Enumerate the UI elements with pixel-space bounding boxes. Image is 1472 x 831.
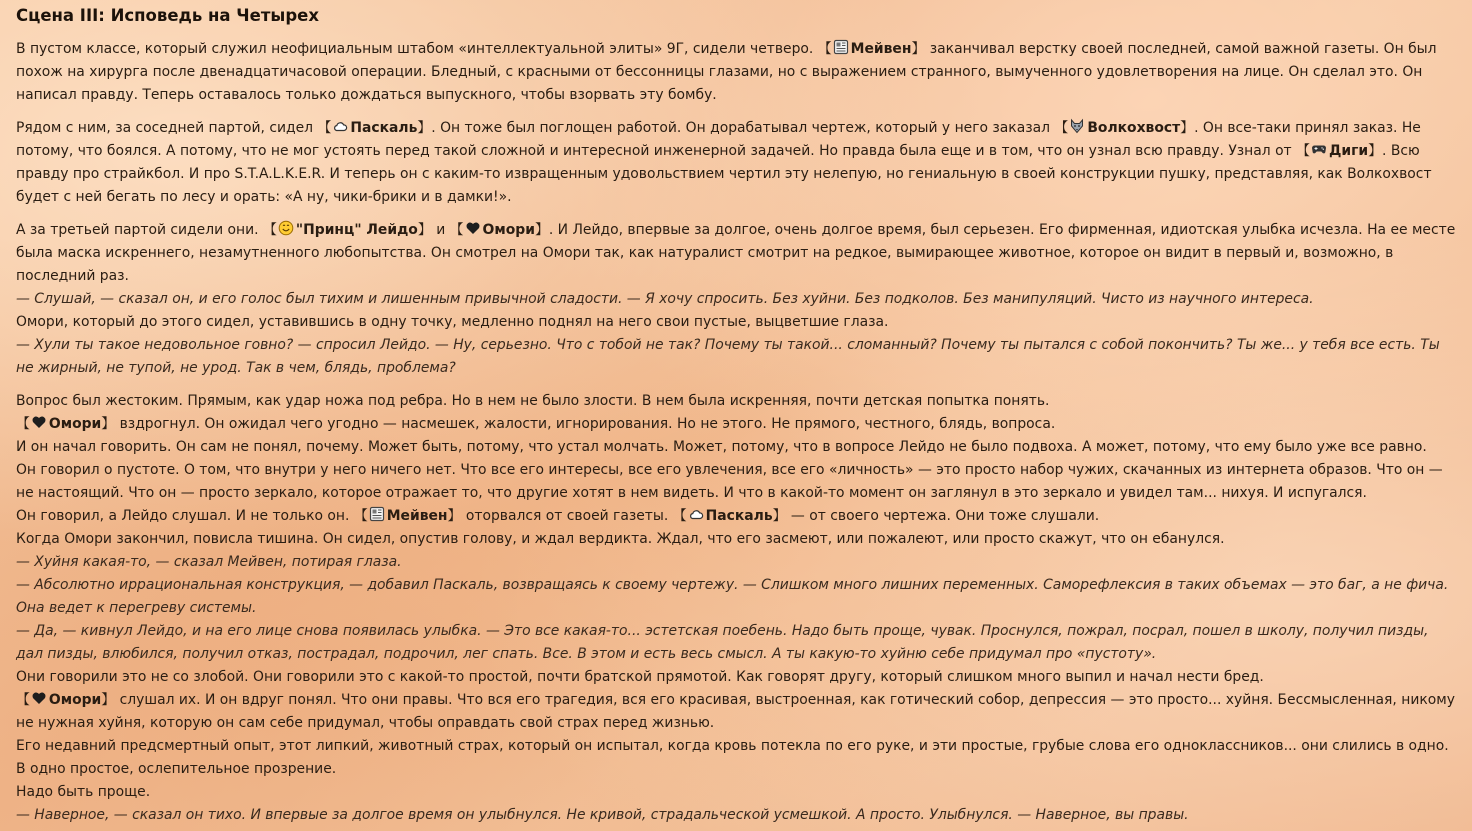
text-segment: оторвался от своей газеты. <box>461 508 669 524</box>
text-segment: вздрогнул. Он ожидал чего угодно — насмешек, жалости, игнорирования. Но не этого. Не прямого, честного, блядь, вопроса. <box>115 416 1056 432</box>
narration-line: И он начал говорить. Он сам не понял, почему. Может быть, потому, что устал молчать. Может, потому, что в вопросе Лейдо не было подвоха. А может, потому, что ему было уже все равно. <box>16 439 1427 455</box>
char-name: Омори <box>48 416 102 432</box>
text-segment: Рядом с ним, за соседней партой, сидел <box>16 120 314 136</box>
char-tag-omori: 【 Омори】 <box>16 416 116 432</box>
dialogue-line: — Слушай, — сказал он, и его голос был тихим и лишенным привычной сладости. — Я хочу спросить. Без хуйни. Без подколов. Без манипуляций. Чисто из научного интереса. <box>16 291 1314 307</box>
char-tag-paskal: 【 Паскаль】 <box>672 508 787 524</box>
text-segment: . Он все-таки принял заказ. Не потому, что боялся. А потому, что не мог устоять перед такой сложной и интересной инженерной задачей. Но правда была еще и в том, что он узнал всю правду. Узнал от <box>16 120 1421 159</box>
narration-line: Его недавний предсмертный опыт, этот липкий, животный страх, который он испытал, когда кровь потекла по его руке, и эти простые, грубые слова его одноклассников... они слились в одно. В одно простое, ослепительное прозрение. <box>16 738 1449 777</box>
dialogue-line: — Абсолютно иррациональная конструкция, — добавил Паскаль, возвращаясь к своему чертежу. — Слишком много лишних переменных. Саморефлексия в таких объемах — это баг, а не фича. Она ведет к перегреву системы. <box>16 577 1449 616</box>
paragraph-leido-omori <box>16 219 1456 288</box>
smiley-icon <box>278 220 294 236</box>
char-name: Паскаль <box>350 120 418 136</box>
char-name: "Принц" Лейдо <box>295 222 418 238</box>
narration-line <box>16 413 1456 436</box>
newspaper-icon <box>369 506 385 522</box>
char-tag-maiven: 【 Мейвен】 <box>353 508 462 524</box>
text-segment: . И Лейдо, впервые за долгое, очень долгое время, был серьезен. Его фирменная, идиотская улыбка исчезла. На ее месте была маска искреннего, незамутненного любопытства. Он смотрел на Омори так, как натуралист смотрит на редкое, вымирающее животное, которое он видит в первый и, возможно, в последний раз. <box>16 222 1456 284</box>
text-segment: Он говорил, а Лейдо слушал. И не только он. <box>16 508 350 524</box>
char-tag-digi: 【 Диги】 <box>1296 143 1382 159</box>
char-tag-paskal: 【 Паскаль】 <box>317 120 432 136</box>
black-heart-icon <box>465 220 481 236</box>
black-heart-icon <box>31 690 47 706</box>
narration-line: Они говорили это не со злобой. Они говорили это с какой-то простой, почти братской прямотой. Как говорят другу, который слишком много выпил и начал нести бред. <box>16 669 1264 685</box>
char-tag-maiven: 【 Мейвен】 <box>817 41 926 57</box>
char-name: Омори <box>48 692 102 708</box>
text-segment: А за третьей партой сидели они. <box>16 222 259 238</box>
char-tag-omori: 【 Омори】 <box>16 692 116 708</box>
text-segment: слушал их. И он вдруг понял. Что они правы. Что вся его трагедия, вся его красивая, выстроенная, как готический собор, депрессия — это просто... хуйня. Бессмысленная, никому не нужная хуйня, которую он сам себе придумал, чтобы оправдать свой страх перед жизнью. <box>16 692 1455 731</box>
text-segment: и <box>436 222 446 238</box>
text-segment: заканчивал верстку своей последней, самой важной газеты. Он был похож на хирурга после двенадцатичасовой операции. Бледный, с красными от бессонницы глазами, но с выражением странного, вымученного удовлетворения на лице. Он сделал это. Он написал правду. Теперь оставалось только дождаться выпускного, чтобы взорвать эту бомбу. <box>16 41 1437 103</box>
char-tag-omori: 【 Омори】 <box>449 222 549 238</box>
paragraph-intro <box>16 38 1456 107</box>
char-name: Паскаль <box>705 508 773 524</box>
text-segment: В пустом классе, который служил неофициальным штабом «интеллектуальной элиты» 9Г, сидели четверо. <box>16 41 814 57</box>
newspaper-icon <box>833 39 849 55</box>
char-name: Омори <box>482 222 535 238</box>
char-name: Мейвен <box>386 508 448 524</box>
cloud-icon <box>332 118 348 134</box>
narration-line: Когда Омори закончил, повисла тишина. Он сидел, опустив голову, и ждал вердикта. Ждал, что его засмеют, или пожалеют, или просто скажут, что он ебанулся. <box>16 531 1225 547</box>
text-segment: . Всю правду про страйкбол. И про S.T.A.L.K.E.R. И теперь он с каким-то извращенным удовольствием чертил эту нелепую, но гениальную в своей конструкции пушку, представляя, как Волкохвост будет с ней бегать по лесу и орать: «А ну, чики-брики и в дамки!». <box>16 143 1432 205</box>
paragraph-paskal <box>16 117 1456 209</box>
char-name: Мейвен <box>850 41 912 57</box>
text-segment: — от своего чертежа. Они тоже слушали. <box>786 508 1100 524</box>
dialogue-line: — Наверное, — сказал он тихо. И впервые за долгое время он улыбнулся. Не кривой, страдальческой усмешкой. А просто. Улыбнулся. — Наверное, вы правы. <box>16 807 1189 823</box>
cloud-icon <box>688 506 704 522</box>
char-tag-leido: 【 "Принц" Лейдо】 <box>262 222 432 238</box>
wolf-icon <box>1069 118 1085 134</box>
narration-line: Он говорил о пустоте. О том, что внутри у него ничего нет. Что все его интересы, все его увлечения, все его «личность» — это просто набор чужих, скачанных из интернета образов. Что он — не настоящий. Что он — просто зеркало, которое отражает то, что другие хотят в нем видеть. И что в какой-то момент он заглянул в это зеркало и увидел там... нихуя. И испугался. <box>16 462 1443 501</box>
char-name: Волкохвост <box>1087 120 1181 136</box>
dialogue-line: — Хули ты такое недовольное говно? — спросил Лейдо. — Ну, серьезно. Что с тобой не так? Почему ты такой... сломанный? Почему ты пытался с собой покончить? Ты же... у тебя все есть. Ты не жирный, не тупой, не урод. Так в чем, блядь, проблема? <box>16 337 1440 376</box>
narration-line <box>16 689 1456 735</box>
dialogue-line: — Хуйня какая-то, — сказал Мейвен, потирая глаза. <box>16 554 402 570</box>
text-segment: . Он тоже был поглощен работой. Он дорабатывал чертеж, который у него заказал <box>431 120 1050 136</box>
narration-line: Вопрос был жестоким. Прямым, как удар ножа под ребра. Но в нем не было злости. В нем была искренняя, почти детская попытка понять. <box>16 393 1050 409</box>
dialogue-line: — Да, — кивнул Лейдо, и на его лице снова появилась улыбка. — Это все какая-то... эстетская поебень. Надо быть проще, чувак. Проснулся, пожрал, посрал, пошел в школу, получил пизды, дал пизды, влюбился, получил отказ, пострадал, подрочил, лег спать. Все. В этом и есть весь смысл. А ты какую-то хуйню себе придумал про «пустоту». <box>16 623 1429 662</box>
char-name: Диги <box>1328 143 1369 159</box>
black-heart-icon <box>31 414 47 430</box>
narration-line: Омори, который до этого сидел, уставившись в одну точку, медленно поднял на него свои пустые, выцветшие глаза. <box>16 314 889 330</box>
char-tag-volkhvost: 【 Волкохвост】 <box>1054 120 1195 136</box>
narration-line <box>16 505 1456 528</box>
narration-line: Надо быть проще. <box>16 784 151 800</box>
gamepad-icon <box>1311 141 1327 157</box>
scene-title: Сцена III: Исповедь на Четырех <box>16 6 319 25</box>
